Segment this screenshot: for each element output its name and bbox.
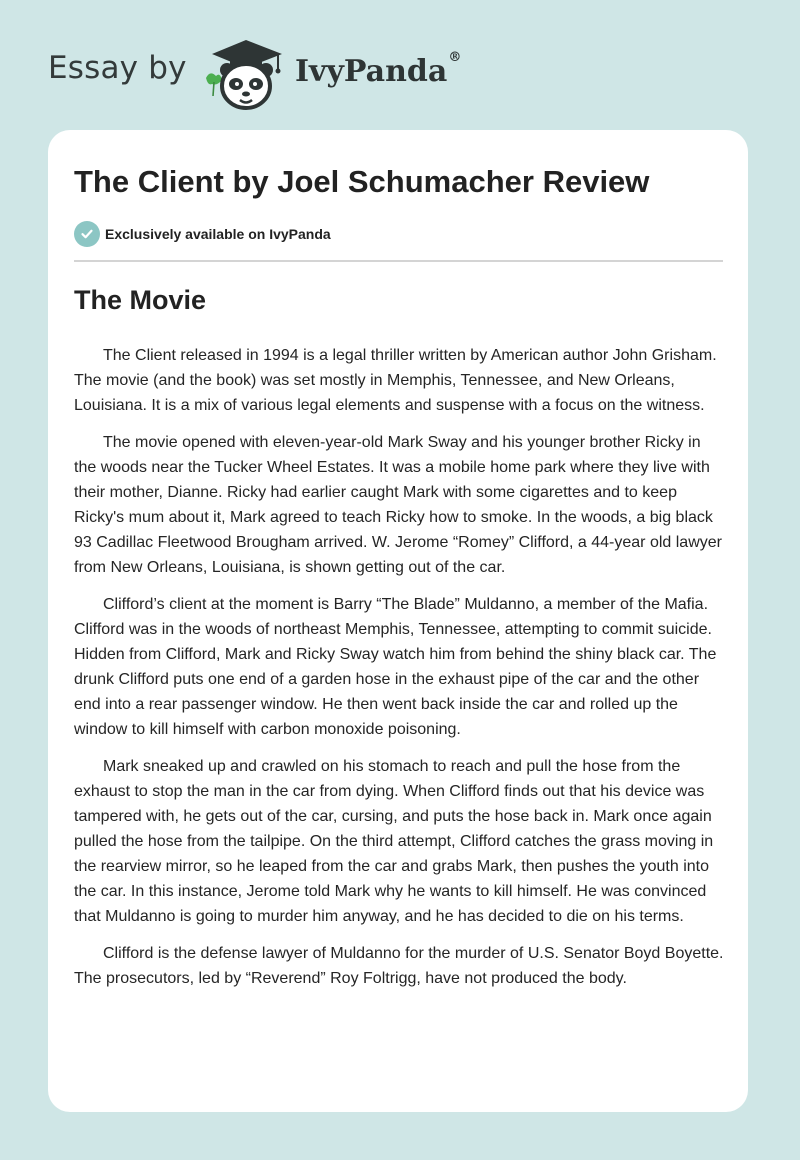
panda-logo-icon[interactable] — [200, 34, 290, 114]
paragraph: Clifford is the defense lawyer of Muldanno for the murder of U.S. Senator Boyd Boyette. The prosecutors, led by “Reverend” Roy Foltrigg, have not produced the body. — [74, 945, 724, 987]
section-heading: The Movie — [74, 285, 207, 315]
check-circle-icon — [74, 221, 100, 247]
paragraph: The Client released in 1994 is a legal thriller written by American author John Grisham. The movie (and the book) was set mostly in Memphis, Tennessee, and New Orleans, Louisiana. It is a mix of various legal elements and suspense with a focus on the witness. — [74, 347, 717, 414]
essay-card — [48, 130, 748, 1112]
article-body — [74, 343, 724, 1003]
divider — [74, 260, 723, 262]
ivy-leaf-icon — [206, 73, 222, 96]
paragraph: Clifford’s client at the moment is Barry “The Blade” Muldanno, a member of the Mafia. Clifford was in the woods of northeast Memphis, Tennessee, attempting to commit suicide. Hidden from Clifford, Mark and Ricky Sway watch him from behind the shiny black car. The drunk Clifford puts one end of a garden hose in the exhaust pipe of the car and the other end into a rear passenger window. He then went back inside the car and rolled up the window to kill himself with carbon monoxide poisoning. — [74, 596, 717, 738]
badge-label: Exclusively available on IvyPanda — [105, 226, 331, 242]
page-title: The Client by Joel Schumacher Review — [74, 164, 650, 199]
site-header — [0, 0, 800, 130]
paragraph: The movie opened with eleven-year-old Mark Sway and his younger brother Ricky in the woods near the Tucker Wheel Estates. It was a mobile home park where they live with their mother, Dianne. Ricky had earlier caught Mark with some cigarettes and to keep Ricky's mum about it, Mark agreed to teach Ricky how to smoke. In the woods, a big black 93 Cadillac Fleetwood Brougham arrived. W. Jerome “Romey” Clifford, a 44-year old lawyer from New Orleans, Louisiana, is shown getting out of the car. — [74, 434, 722, 576]
registered-mark: ® — [448, 50, 462, 65]
essay-by-label: Essay by — [48, 50, 187, 86]
paragraph: Mark sneaked up and crawled on his stomach to reach and pull the hose from the exhaust to stop the man in the car from dying. When Clifford finds out that his device was tampered with, he gets out of the car, cursing, and puts the hose back in. Mark once again pulled the hose from the tailpipe. On the third attempt, Clifford catches the grass moving in the rearview mirror, so he leaped from the car and grabs Mark, then pushes the youth into the car. In this instance, Jerome told Mark why he wants to kill himself. He was convinced that Muldanno is going to murder him anyway, and he has decided to die on his terms. — [74, 758, 714, 925]
brand-name[interactable] — [295, 50, 462, 89]
exclusive-badge — [74, 221, 331, 247]
brand-text: IvyPanda — [295, 54, 448, 89]
